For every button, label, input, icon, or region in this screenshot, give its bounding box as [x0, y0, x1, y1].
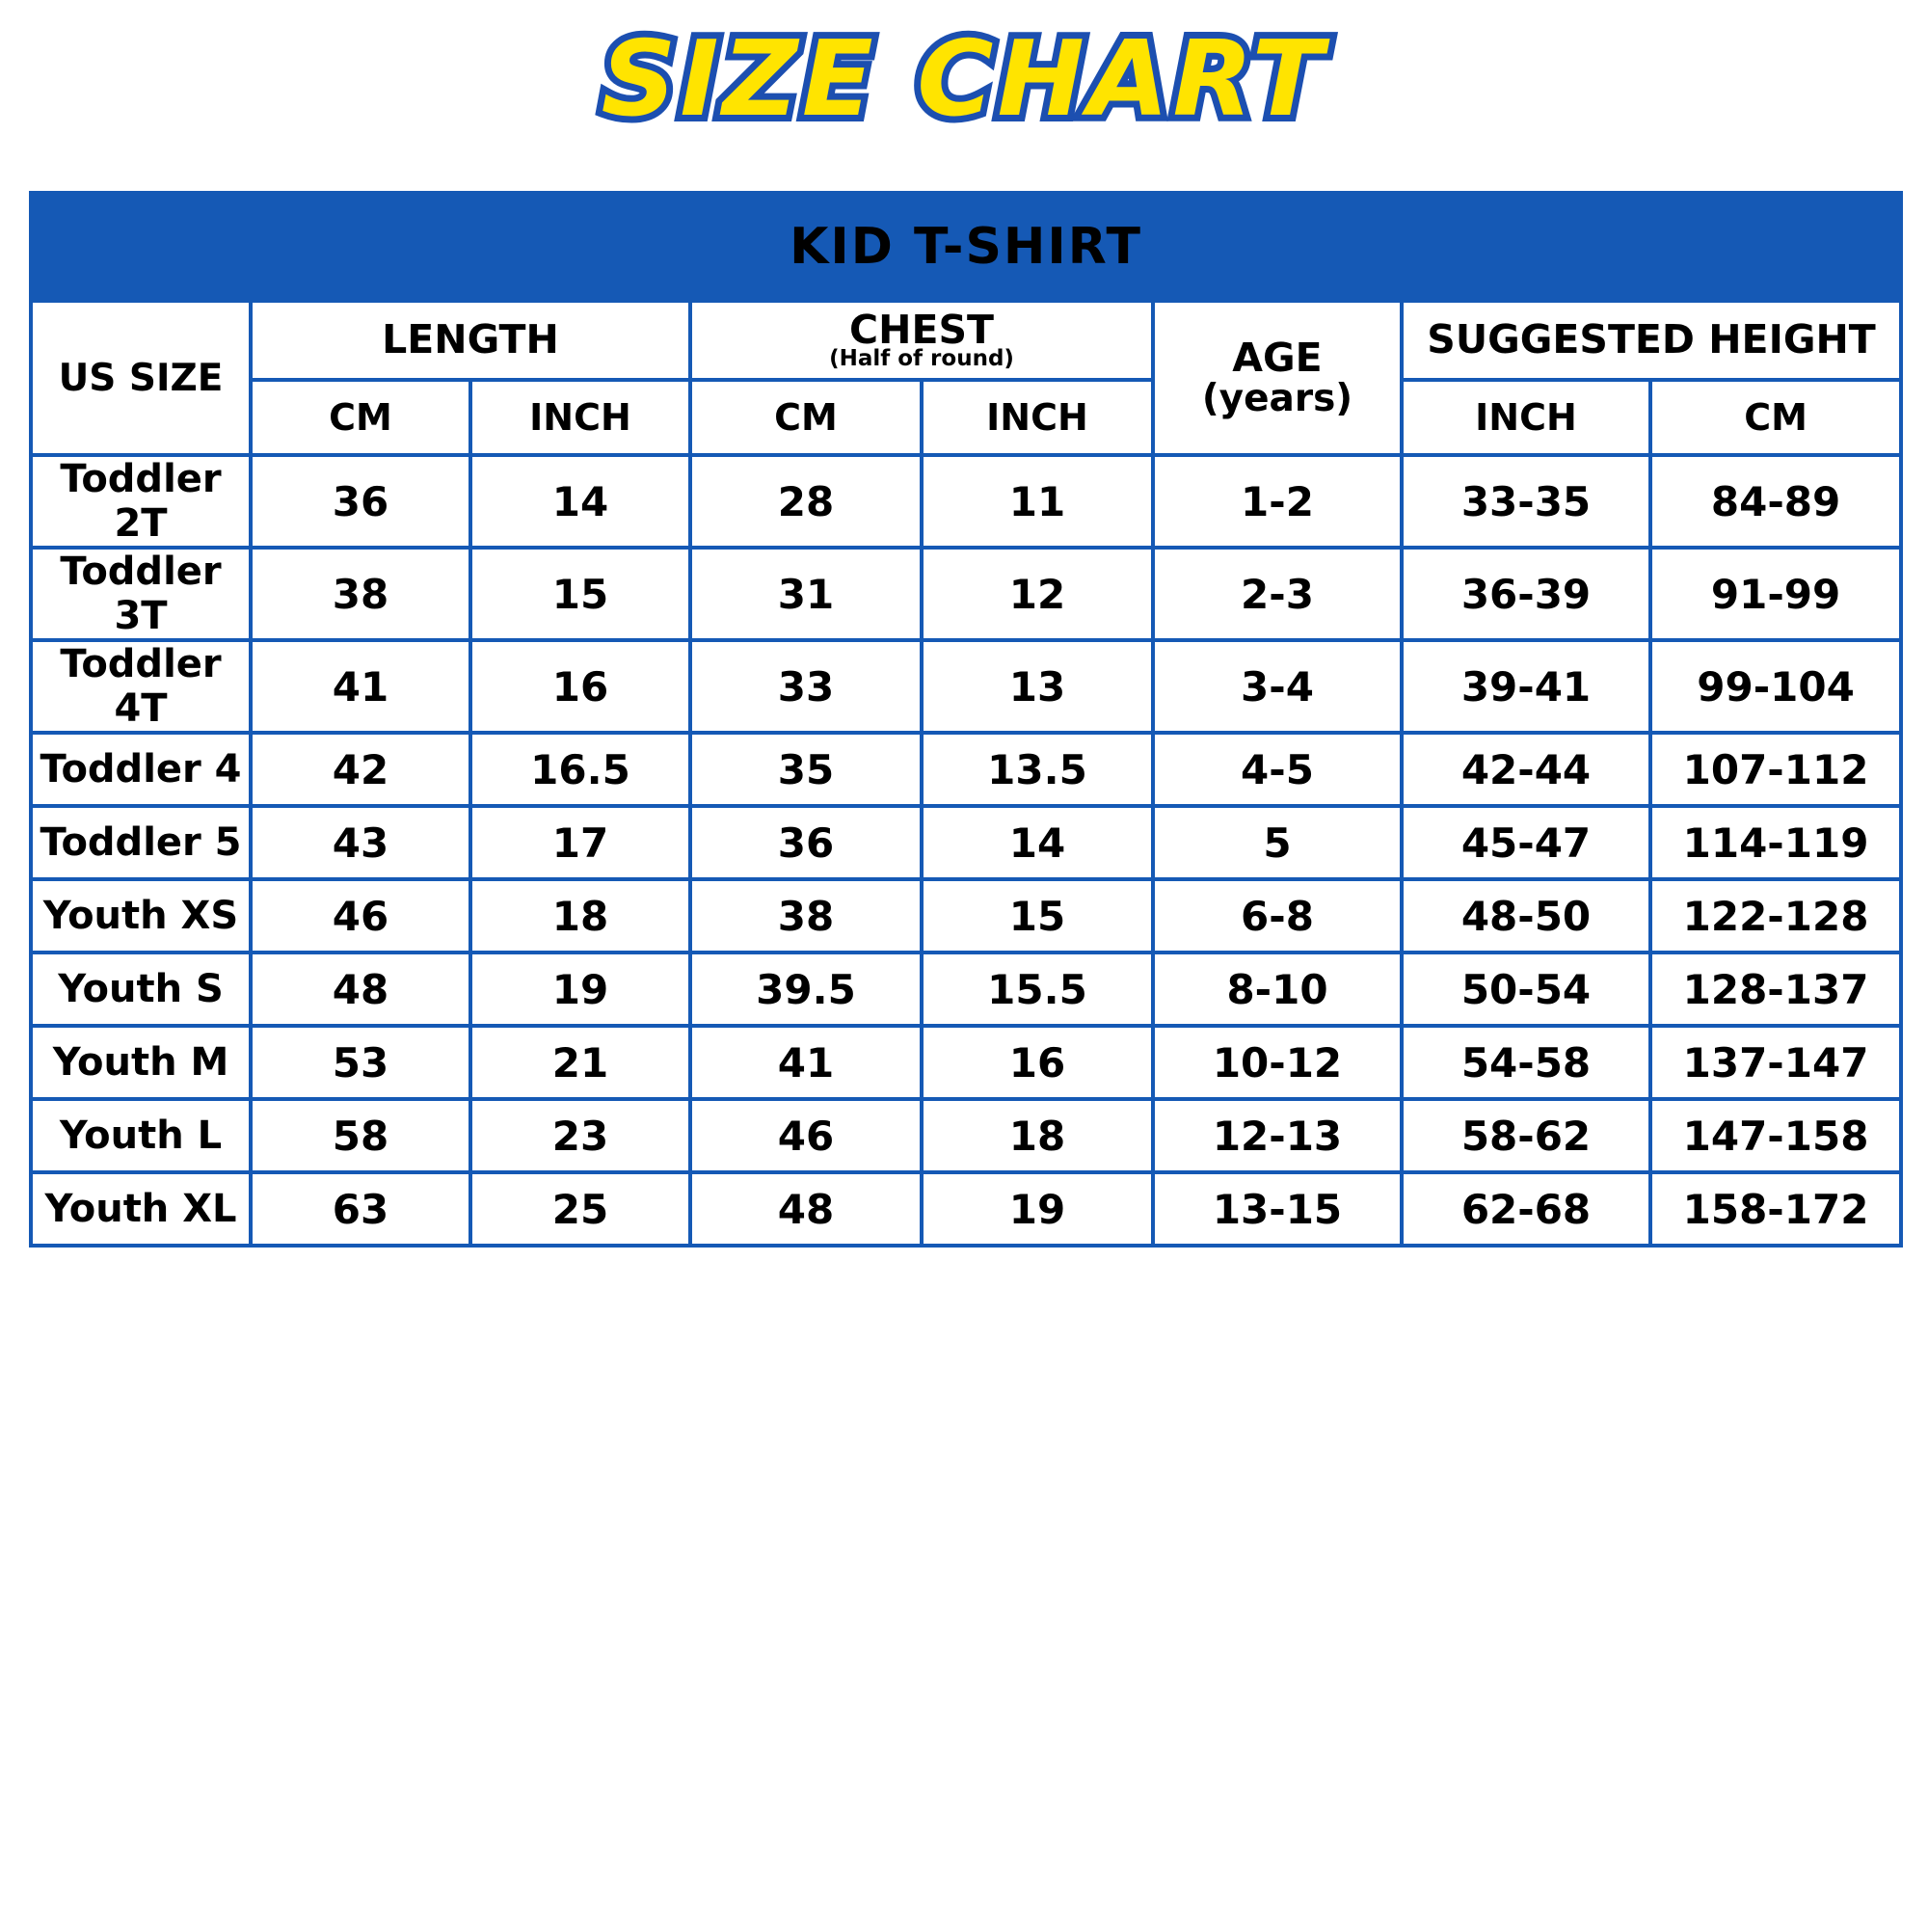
table-head — [31, 193, 1901, 455]
row-value: 42-44 — [1402, 733, 1650, 806]
header-length — [251, 301, 690, 380]
header-chest-cm: CM — [690, 380, 922, 455]
row-size-label: Toddler 5 — [31, 806, 251, 879]
table-row — [31, 455, 1901, 548]
row-value: 14 — [922, 806, 1153, 879]
table-row — [31, 1099, 1901, 1172]
row-value: 48 — [251, 953, 470, 1026]
row-value: 41 — [690, 1026, 922, 1099]
row-value: 18 — [922, 1099, 1153, 1172]
row-value: 15 — [922, 879, 1153, 953]
row-value: 50-54 — [1402, 953, 1650, 1026]
row-value: 6-8 — [1153, 879, 1402, 953]
row-value: 1-2 — [1153, 455, 1402, 548]
row-value: 15 — [470, 548, 690, 640]
row-value: 15.5 — [922, 953, 1153, 1026]
row-value: 2-3 — [1153, 548, 1402, 640]
row-value: 91-99 — [1650, 548, 1901, 640]
row-value: 114-119 — [1650, 806, 1901, 879]
row-value: 10-12 — [1153, 1026, 1402, 1099]
row-value: 46 — [690, 1099, 922, 1172]
row-value: 158-172 — [1650, 1172, 1901, 1246]
row-value: 137-147 — [1650, 1026, 1901, 1099]
row-value: 13.5 — [922, 733, 1153, 806]
row-value: 33 — [690, 640, 922, 733]
table-row — [31, 806, 1901, 879]
row-value: 38 — [251, 548, 470, 640]
row-value: 38 — [690, 879, 922, 953]
row-value: 58-62 — [1402, 1099, 1650, 1172]
row-value: 31 — [690, 548, 922, 640]
header-group-row — [31, 301, 1901, 380]
row-value: 13 — [922, 640, 1153, 733]
row-value: 54-58 — [1402, 1026, 1650, 1099]
row-value: 53 — [251, 1026, 470, 1099]
row-value: 84-89 — [1650, 455, 1901, 548]
row-value: 19 — [922, 1172, 1153, 1246]
row-value: 12-13 — [1153, 1099, 1402, 1172]
size-table-wrap — [29, 191, 1899, 1248]
row-value: 28 — [690, 455, 922, 548]
row-value: 48 — [690, 1172, 922, 1246]
row-value: 12 — [922, 548, 1153, 640]
row-value: 11 — [922, 455, 1153, 548]
header-chest-note: (Half of round) — [829, 345, 1014, 371]
row-size-label: Youth XL — [31, 1172, 251, 1246]
row-value: 147-158 — [1650, 1099, 1901, 1172]
page-title: SIZE CHART — [601, 19, 1327, 140]
row-value: 4-5 — [1153, 733, 1402, 806]
row-value: 45-47 — [1402, 806, 1650, 879]
row-value: 16 — [922, 1026, 1153, 1099]
row-value: 3-4 — [1153, 640, 1402, 733]
row-size-label: Youth S — [31, 953, 251, 1026]
row-value: 8-10 — [1153, 953, 1402, 1026]
row-value: 48-50 — [1402, 879, 1650, 953]
header-chest-inch: INCH — [922, 380, 1153, 455]
header-length-label: LENGTH — [382, 316, 559, 363]
banner-title: KID T-SHIRT — [31, 193, 1901, 301]
row-value: 46 — [251, 879, 470, 953]
row-value: 14 — [470, 455, 690, 548]
row-value: 43 — [251, 806, 470, 879]
header-age-label: AGE — [1232, 334, 1323, 381]
banner-row — [31, 193, 1901, 301]
row-size-label: Toddler 4T — [31, 640, 251, 733]
header-sub-row — [31, 380, 1901, 455]
header-age — [1153, 301, 1402, 455]
header-height-cm: CM — [1650, 380, 1901, 455]
table-row — [31, 733, 1901, 806]
row-value: 107-112 — [1650, 733, 1901, 806]
row-size-label: Toddler 3T — [31, 548, 251, 640]
row-value: 19 — [470, 953, 690, 1026]
row-value: 42 — [251, 733, 470, 806]
row-value: 99-104 — [1650, 640, 1901, 733]
row-size-label: Youth L — [31, 1099, 251, 1172]
header-chest — [690, 301, 1153, 380]
table-row — [31, 1026, 1901, 1099]
header-height-inch: INCH — [1402, 380, 1650, 455]
header-chest-label: CHEST — [849, 306, 994, 353]
table-row — [31, 879, 1901, 953]
table-row — [31, 640, 1901, 733]
size-chart-table — [29, 191, 1903, 1248]
row-size-label: Youth XS — [31, 879, 251, 953]
row-value: 13-15 — [1153, 1172, 1402, 1246]
row-value: 36 — [251, 455, 470, 548]
table-row — [31, 953, 1901, 1026]
row-value: 17 — [470, 806, 690, 879]
row-value: 36 — [690, 806, 922, 879]
row-size-label: Youth M — [31, 1026, 251, 1099]
row-value: 33-35 — [1402, 455, 1650, 548]
table-row — [31, 1172, 1901, 1246]
row-value: 58 — [251, 1099, 470, 1172]
row-value: 39-41 — [1402, 640, 1650, 733]
row-size-label: Toddler 4 — [31, 733, 251, 806]
row-value: 16.5 — [470, 733, 690, 806]
header-length-cm: CM — [251, 380, 470, 455]
row-value: 63 — [251, 1172, 470, 1246]
header-us-size: US SIZE — [31, 301, 251, 455]
row-value: 62-68 — [1402, 1172, 1650, 1246]
row-value: 25 — [470, 1172, 690, 1246]
table-body — [31, 455, 1901, 1246]
row-value: 122-128 — [1650, 879, 1901, 953]
table-row — [31, 548, 1901, 640]
header-suggested-height-label: SUGGESTED HEIGHT — [1427, 316, 1876, 363]
row-value: 41 — [251, 640, 470, 733]
row-value: 23 — [470, 1099, 690, 1172]
row-value: 18 — [470, 879, 690, 953]
row-value: 16 — [470, 640, 690, 733]
row-value: 39.5 — [690, 953, 922, 1026]
header-age-unit: (years) — [1201, 377, 1353, 421]
row-value: 36-39 — [1402, 548, 1650, 640]
page-title-wrap — [0, 0, 1928, 145]
header-length-inch: INCH — [470, 380, 690, 455]
row-size-label: Toddler 2T — [31, 455, 251, 548]
row-value: 35 — [690, 733, 922, 806]
header-suggested-height — [1402, 301, 1901, 380]
row-value: 128-137 — [1650, 953, 1901, 1026]
row-value: 21 — [470, 1026, 690, 1099]
row-value: 5 — [1153, 806, 1402, 879]
